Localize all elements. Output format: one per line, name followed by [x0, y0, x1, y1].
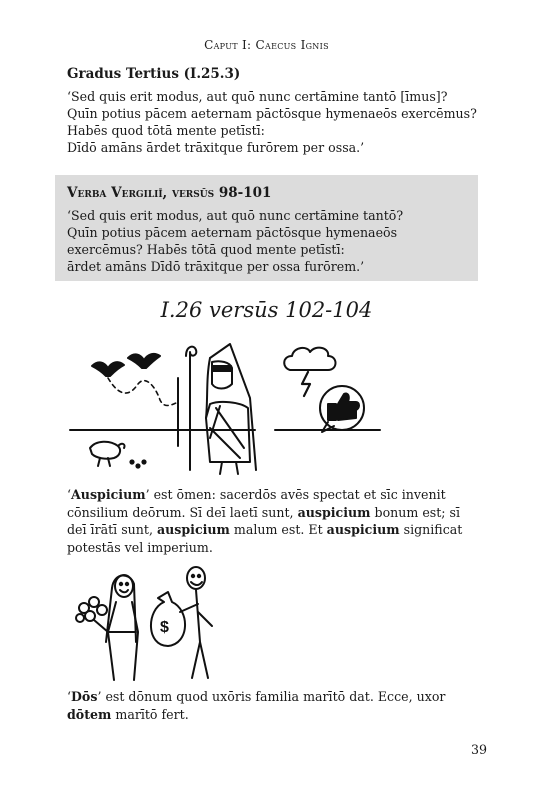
chicken-icon: [90, 442, 146, 468]
bold-term: dōtem: [67, 706, 112, 722]
paragraph-line: [67, 504, 487, 522]
paragraph-line: [67, 688, 487, 706]
storm-cloud-icon: [284, 348, 335, 396]
verse-line: Quīn potius pācem aeternam pāctōsque hymenaeōs: [67, 225, 398, 240]
text-run: marītō fert.: [111, 706, 189, 722]
dowry-illustration: [72, 562, 232, 684]
text-run: deī īrātī sunt,: [67, 522, 157, 537]
text-run: malum est. Et: [229, 522, 327, 537]
bold-term: Dōs: [71, 689, 98, 704]
bird-icon: [128, 354, 160, 368]
flower-bouquet-icon: [76, 597, 108, 632]
thumbs-up-icon: [320, 386, 364, 432]
text-run: potestās vel imperium.: [67, 539, 213, 555]
paragraph-line: [67, 706, 487, 724]
running-head: Caput I: Caecus Ignis: [204, 38, 329, 52]
verse-line: exercēmus? Habēs tōtā quod mente petīstī:: [67, 242, 345, 257]
page-number: 39: [470, 742, 487, 757]
verba-box-title: Verba Vergiliī, versūs 98-101: [67, 185, 272, 201]
text-run: ‘: [67, 487, 72, 502]
paragraph-line: [67, 521, 487, 539]
text-run: ’ est ōmen: sacerdōs avēs spectat et sīc invenit: [145, 487, 446, 502]
bold-term: auspicium: [326, 522, 400, 537]
gradus-verse: [67, 88, 487, 156]
augur-illustration: [60, 338, 390, 480]
paragraph-line: [67, 486, 487, 504]
verse-line: Dīdō amāns ārdet trāxitque furōrem per ossa.’: [67, 140, 365, 155]
text-run: ‘: [67, 689, 72, 704]
verse-line: Quīn potius pācem aeternam pāctōsque hymenaeōs exercēmus?: [67, 106, 477, 121]
bird-icon: [92, 362, 124, 376]
text-run: significat: [399, 522, 463, 537]
money-bag-icon: [151, 592, 185, 646]
verse-line: ārdet amāns Dīdō trāxitque per ossa furōrem.’: [67, 259, 365, 274]
text-run: cōnsilium deōrum. Sī deī laetī sunt,: [67, 504, 298, 520]
verba-verse: [67, 207, 487, 275]
bold-term: auspicium: [156, 522, 230, 537]
dos-paragraph: [67, 688, 487, 723]
verse-line: ‘Sed quis erit modus, aut quō nunc certāmine tantō [īmus]?: [67, 89, 448, 104]
text-run: ’ est dōnum quod uxōris familia marītō dat. Ecce, uxor: [97, 689, 446, 704]
paragraph-line: [67, 539, 487, 557]
auspicium-paragraph: [67, 486, 487, 556]
verse-line: ‘Sed quis erit modus, aut quō nunc certāmine tantō?: [67, 208, 404, 223]
bold-term: auspicium: [297, 504, 371, 520]
bride-figure: [106, 575, 138, 680]
bold-term: Auspicium: [71, 487, 146, 502]
section-heading: I.26 versūs 102-104: [160, 298, 373, 322]
text-run: bonum est; sī: [370, 504, 461, 520]
augur-figure: [186, 344, 256, 474]
verse-line: Habēs quod tōtā mente petīstī:: [67, 123, 265, 138]
flight-path: [108, 378, 178, 406]
section-title: Gradus Tertius (I.25.3): [67, 66, 241, 82]
dollar-sign-icon: $: [160, 619, 169, 636]
